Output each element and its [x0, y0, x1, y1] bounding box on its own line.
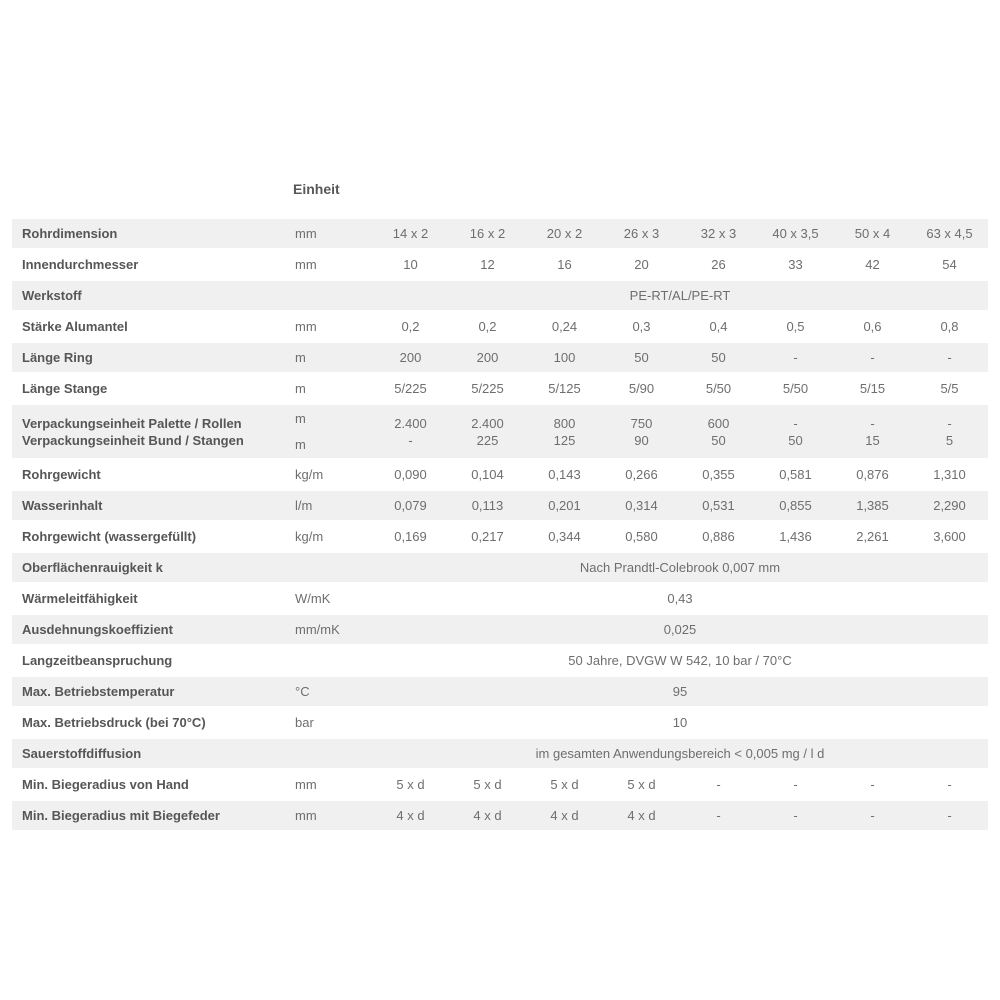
value-cell: - [680, 770, 757, 799]
value-cell [757, 405, 834, 458]
cell-line: 2.400 [394, 415, 427, 431]
value-cell: - [757, 801, 834, 830]
unit-cell [290, 553, 372, 582]
value-cell: 4 x d [449, 801, 526, 830]
table-row [12, 460, 988, 489]
value-cell: 0,4 [680, 312, 757, 341]
row-label: Stärke Alumantel [12, 312, 290, 341]
table-row [12, 522, 988, 551]
cell-line: 800 [553, 415, 576, 431]
merged-value-cell: im gesamten Anwendungsbereich < 0,005 mg / l d [372, 739, 988, 768]
value-cell: 5 x d [603, 770, 680, 799]
value-cell: 40 x 3,5 [757, 219, 834, 248]
value-cell: - [680, 801, 757, 830]
table-row [12, 312, 988, 341]
cell-line: m [295, 436, 306, 452]
unit-cell: mm [290, 250, 372, 279]
row-label: Wasserinhalt [12, 491, 290, 520]
unit-cell: mm [290, 801, 372, 830]
merged-value-cell: 0,43 [372, 584, 988, 613]
value-cell: 4 x d [372, 801, 449, 830]
value-cell [680, 405, 757, 458]
spec-table-body [12, 219, 988, 830]
value-cell [834, 405, 911, 458]
value-cell: - [911, 343, 988, 372]
value-cell: 0,24 [526, 312, 603, 341]
unit-cell: kg/m [290, 522, 372, 551]
value-cell: 0,113 [449, 491, 526, 520]
merged-value-cell: 0,025 [372, 615, 988, 644]
table-row [12, 343, 988, 372]
table-row [12, 739, 988, 768]
cell-line: 50 [788, 432, 803, 448]
value-cell: 50 x 4 [834, 219, 911, 248]
table-row [12, 250, 988, 279]
value-cell: 5/50 [680, 374, 757, 403]
unit-cell [290, 739, 372, 768]
merged-value-cell: 10 [372, 708, 988, 737]
value-cell: 2,261 [834, 522, 911, 551]
value-cell: 5/125 [526, 374, 603, 403]
cell-line: 125 [553, 432, 576, 448]
value-cell: 50 [603, 343, 680, 372]
unit-cell: kg/m [290, 460, 372, 489]
value-cell: 5/225 [449, 374, 526, 403]
cell-line: - [870, 415, 875, 431]
value-cell: 0,344 [526, 522, 603, 551]
value-cell: 0,886 [680, 522, 757, 551]
table-row [12, 708, 988, 737]
cell-line: 15 [865, 432, 880, 448]
table-row [12, 646, 988, 675]
value-cell: 2,290 [911, 491, 988, 520]
unit-cell: mm [290, 312, 372, 341]
value-cell: 0,855 [757, 491, 834, 520]
value-cell: 0,5 [757, 312, 834, 341]
merged-value-cell: Nach Prandtl-Colebrook 0,007 mm [372, 553, 988, 582]
value-cell: 54 [911, 250, 988, 279]
value-cell: 5 x d [449, 770, 526, 799]
value-cell: 0,876 [834, 460, 911, 489]
unit-cell: l/m [290, 491, 372, 520]
value-cell [372, 405, 449, 458]
row-label: Langzeitbeanspruchung [12, 646, 290, 675]
value-cell: 0,581 [757, 460, 834, 489]
value-cell: 0,531 [680, 491, 757, 520]
cell-line: Verpackungseinheit Bund / Stangen [22, 432, 244, 448]
value-cell: 0,143 [526, 460, 603, 489]
value-cell: 5/5 [911, 374, 988, 403]
value-cell: 0,355 [680, 460, 757, 489]
unit-cell: mm/mK [290, 615, 372, 644]
cell-line: 2.400 [471, 415, 504, 431]
value-cell: 0,2 [449, 312, 526, 341]
value-cell: 0,6 [834, 312, 911, 341]
value-cell: 20 x 2 [526, 219, 603, 248]
value-cell [911, 405, 988, 458]
value-cell: 100 [526, 343, 603, 372]
value-cell: 5/50 [757, 374, 834, 403]
row-label: Min. Biegeradius mit Biegefeder [12, 801, 290, 830]
value-cell: 5 x d [372, 770, 449, 799]
row-label [12, 405, 290, 458]
row-label: Sauerstoffdiffusion [12, 739, 290, 768]
value-cell: 0,3 [603, 312, 680, 341]
table-row [12, 770, 988, 799]
table-row [12, 281, 988, 310]
value-cell: 16 x 2 [449, 219, 526, 248]
value-cell: 5 x d [526, 770, 603, 799]
table-row [12, 374, 988, 403]
cell-line: Verpackungseinheit Palette / Rollen [22, 415, 242, 431]
value-cell: 200 [372, 343, 449, 372]
unit-cell: mm [290, 219, 372, 248]
unit-column-header: Einheit [293, 181, 340, 197]
table-row [12, 405, 988, 458]
value-cell: 0,2 [372, 312, 449, 341]
unit-cell: W/mK [290, 584, 372, 613]
value-cell: - [757, 770, 834, 799]
value-cell: 0,169 [372, 522, 449, 551]
merged-value-cell: 95 [372, 677, 988, 706]
spec-table [12, 217, 988, 832]
row-label: Min. Biegeradius von Hand [12, 770, 290, 799]
value-cell: 0,314 [603, 491, 680, 520]
row-label: Ausdehnungskoeffizient [12, 615, 290, 644]
value-cell: 12 [449, 250, 526, 279]
unit-cell: mm [290, 770, 372, 799]
table-row [12, 801, 988, 830]
table-row [12, 584, 988, 613]
cell-line: 225 [476, 432, 499, 448]
value-cell: 4 x d [526, 801, 603, 830]
table-row [12, 491, 988, 520]
row-label: Max. Betriebstemperatur [12, 677, 290, 706]
row-label: Max. Betriebsdruck (bei 70°C) [12, 708, 290, 737]
merged-value-cell: PE-RT/AL/PE-RT [372, 281, 988, 310]
value-cell: 42 [834, 250, 911, 279]
row-label: Wärmeleitfähigkeit [12, 584, 290, 613]
value-cell: 5/15 [834, 374, 911, 403]
cell-line: 600 [707, 415, 730, 431]
value-cell: 0,201 [526, 491, 603, 520]
cell-line: 90 [634, 432, 649, 448]
cell-line: - [793, 415, 798, 431]
value-cell: - [911, 801, 988, 830]
table-row [12, 219, 988, 248]
unit-cell [290, 646, 372, 675]
cell-line: m [295, 410, 306, 426]
value-cell: - [757, 343, 834, 372]
row-label: Innendurchmesser [12, 250, 290, 279]
cell-line: - [947, 415, 952, 431]
value-cell: - [834, 770, 911, 799]
value-cell: 0,217 [449, 522, 526, 551]
table-row [12, 615, 988, 644]
cell-line: - [408, 432, 413, 448]
row-label: Länge Ring [12, 343, 290, 372]
unit-cell: bar [290, 708, 372, 737]
value-cell: - [834, 343, 911, 372]
table-row [12, 553, 988, 582]
merged-value-cell: 50 Jahre, DVGW W 542, 10 bar / 70°C [372, 646, 988, 675]
cell-line: 750 [630, 415, 653, 431]
value-cell: - [911, 770, 988, 799]
value-cell: 0,090 [372, 460, 449, 489]
row-label: Werkstoff [12, 281, 290, 310]
table-row [12, 677, 988, 706]
row-label: Rohrgewicht (wassergefüllt) [12, 522, 290, 551]
value-cell: 0,8 [911, 312, 988, 341]
value-cell: 26 [680, 250, 757, 279]
value-cell: 26 x 3 [603, 219, 680, 248]
unit-cell: °C [290, 677, 372, 706]
row-label: Rohrdimension [12, 219, 290, 248]
value-cell: 1,310 [911, 460, 988, 489]
value-cell: 0,104 [449, 460, 526, 489]
value-cell: 4 x d [603, 801, 680, 830]
value-cell [526, 405, 603, 458]
value-cell: 1,385 [834, 491, 911, 520]
row-label: Länge Stange [12, 374, 290, 403]
value-cell: 5/225 [372, 374, 449, 403]
value-cell: 3,600 [911, 522, 988, 551]
value-cell: 50 [680, 343, 757, 372]
value-cell: 16 [526, 250, 603, 279]
unit-cell: m [290, 343, 372, 372]
value-cell: 200 [449, 343, 526, 372]
value-cell [603, 405, 680, 458]
value-cell: 1,436 [757, 522, 834, 551]
unit-cell [290, 405, 372, 458]
unit-cell [290, 281, 372, 310]
cell-line: 5 [945, 432, 954, 448]
cell-line: 50 [711, 432, 726, 448]
value-cell: 5/90 [603, 374, 680, 403]
value-cell: 32 x 3 [680, 219, 757, 248]
value-cell: 0,580 [603, 522, 680, 551]
value-cell [449, 405, 526, 458]
value-cell: 20 [603, 250, 680, 279]
row-label: Rohrgewicht [12, 460, 290, 489]
unit-cell: m [290, 374, 372, 403]
value-cell: 0,266 [603, 460, 680, 489]
value-cell: 63 x 4,5 [911, 219, 988, 248]
value-cell: 33 [757, 250, 834, 279]
value-cell: 14 x 2 [372, 219, 449, 248]
value-cell: 10 [372, 250, 449, 279]
row-label: Oberflächenrauigkeit k [12, 553, 290, 582]
value-cell: - [834, 801, 911, 830]
value-cell: 0,079 [372, 491, 449, 520]
